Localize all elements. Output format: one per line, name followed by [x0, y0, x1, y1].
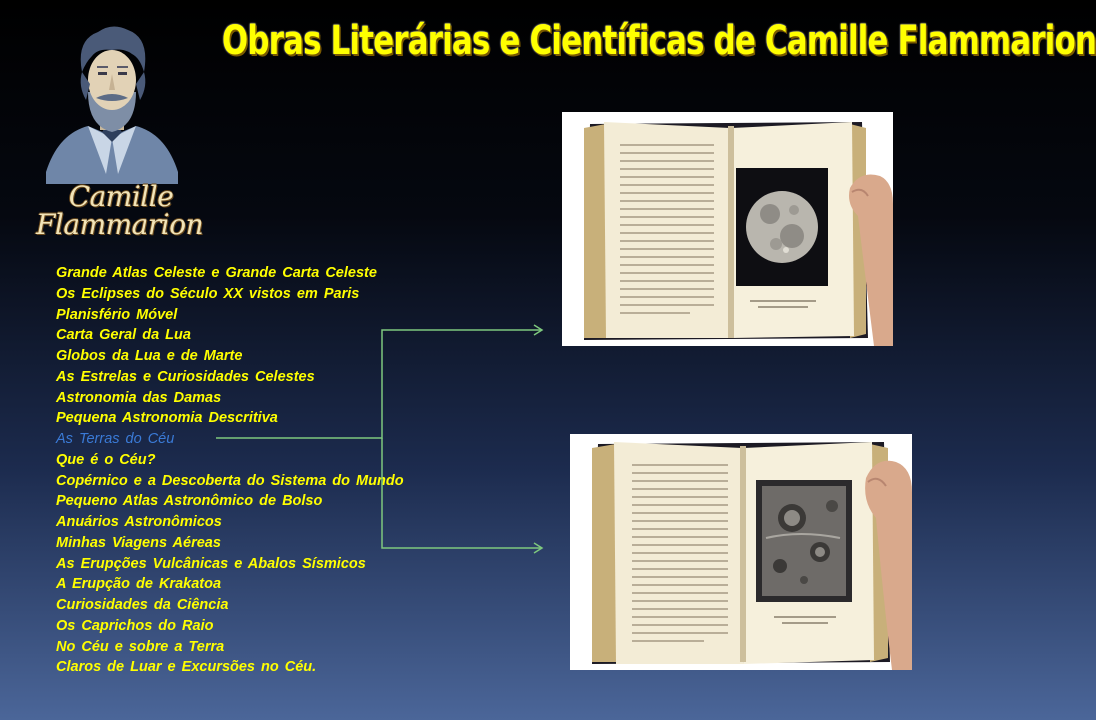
portrait-caption-last-name: Flammarion — [36, 208, 204, 241]
work-title: Copérnico e a Descoberta do Sistema do Mundo — [56, 472, 404, 489]
work-title: Claros de Luar e Excursões no Céu. — [56, 659, 317, 676]
work-title: Minhas Viagens Aéreas — [56, 534, 221, 551]
work-title: As Estrelas e Curiosidades Celestes — [56, 368, 315, 385]
connector-line-upper — [216, 330, 542, 438]
work-title: Os Caprichos do Raio — [56, 617, 214, 634]
connector-line-lower — [382, 438, 542, 548]
slide-title: Obras Literárias e Científicas de Camille Flammarion — [222, 18, 1096, 64]
portrait-caption-first-name: Camille — [68, 180, 174, 213]
work-title: Que é o Céu? — [56, 451, 156, 468]
work-title: Grande Atlas Celeste e Grande Carta Celeste — [56, 265, 377, 281]
work-title: Os Eclipses do Século XX vistos em Paris — [56, 285, 360, 302]
work-title: Astronomia das Damas — [56, 389, 222, 406]
work-title: No Céu e sobre a Terra — [56, 638, 225, 655]
work-title: Planisfério Móvel — [56, 306, 178, 323]
work-title: Carta Geral da Lua — [56, 327, 191, 344]
work-title: Anuários Astronômicos — [56, 514, 222, 530]
work-title: Curiosidades da Ciência — [56, 597, 229, 613]
work-title-highlighted: As Terras do Céu — [56, 431, 175, 447]
work-title: Pequeno Atlas Astronômico de Bolso — [56, 493, 323, 510]
work-title: Pequena Astronomia Descritiva — [56, 410, 278, 427]
work-title: As Erupções Vulcânicas e Abalos Sísmicos — [56, 555, 366, 572]
work-title: Globos da Lua e de Marte — [56, 348, 243, 364]
work-title: A Erupção de Krakatoa — [56, 576, 222, 593]
